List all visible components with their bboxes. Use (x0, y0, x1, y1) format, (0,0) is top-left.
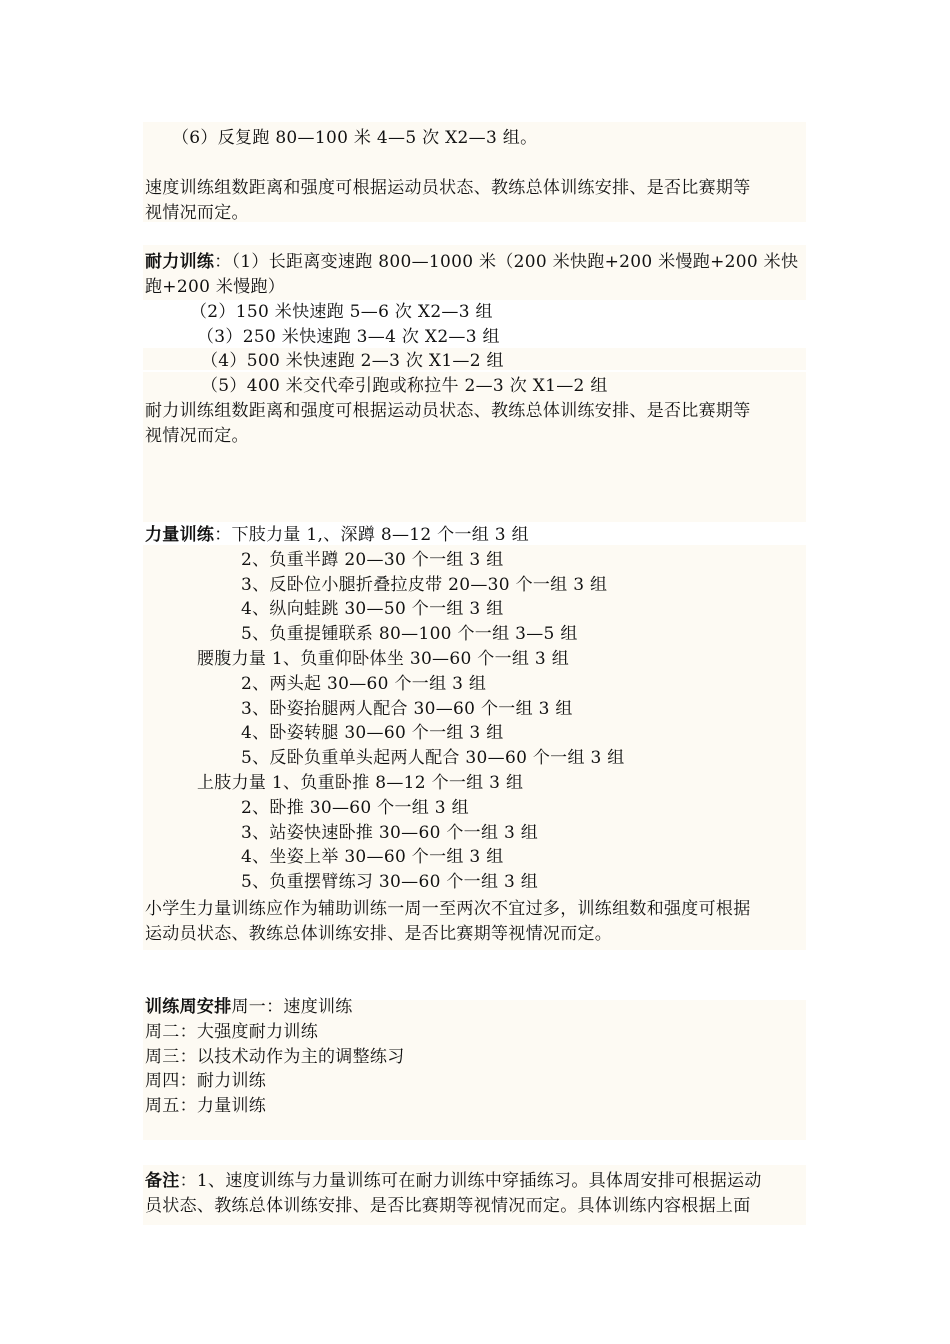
endurance-note-line-2: 视情况而定。 (145, 426, 249, 446)
endurance-item-5: （5）400 米交代牵引跑或称拉牛 2—3 次 X1—2 组 (201, 376, 608, 396)
strength-note-line-2: 运动员状态、教练总体训练安排、是否比赛期等视情况而定。 (145, 924, 613, 944)
weekly-line-1 (145, 995, 353, 1019)
strength-upper-item-2: 2、卧推 30—60 个一组 3 组 (241, 798, 469, 818)
endurance-note-line-1: 耐力训练组数距离和强度可根据运动员状态、教练总体训练安排、是否比赛期等 (145, 401, 751, 421)
weekly-wednesday: 周三：以技术动作为主的调整练习 (145, 1047, 405, 1067)
strength-heading: 力量训练 (145, 525, 215, 545)
strength-upper-item-5: 5、负重摆臂练习 30—60 个一组 3 组 (241, 872, 539, 892)
remark-line-1 (145, 1169, 762, 1193)
weekly-thursday: 周四：耐力训练 (145, 1071, 267, 1091)
remark-text-1: ：1、速度训练与力量训练可在耐力训练中穿插练习。具体周安排可根据运动 (179, 1171, 762, 1191)
strength-lower-item-3: 3、反卧位小腿折叠拉皮带 20—30 个一组 3 组 (241, 575, 608, 595)
strength-line-1 (145, 523, 529, 547)
remark-heading: 备注 (145, 1171, 180, 1191)
speed-note-line-2: 视情况而定。 (145, 203, 249, 223)
endurance-item-4: （4）500 米快速跑 2—3 次 X1—2 组 (201, 351, 504, 371)
endurance-item-3: （3）250 米快速跑 3—4 次 X2—3 组 (197, 327, 500, 347)
speed-item-6: （6）反复跑 80—100 米 4—5 次 X2—3 组。 (172, 128, 538, 148)
strength-lower-item-2: 2、负重半蹲 20—30 个一组 3 组 (241, 550, 504, 570)
strength-waist-item-1: 腰腹力量 1、负重仰卧体坐 30—60 个一组 3 组 (197, 649, 570, 669)
strength-waist-item-4: 4、卧姿转腿 30—60 个一组 3 组 (241, 723, 504, 743)
endurance-item-1-cont: 跑+200 米慢跑） (145, 277, 286, 297)
weekly-heading: 训练周安排 (145, 997, 232, 1017)
strength-upper-item-3: 3、站姿快速卧推 30—60 个一组 3 组 (241, 823, 539, 843)
weekly-friday: 周五：力量训练 (145, 1096, 267, 1116)
strength-waist-item-5: 5、反卧负重单头起两人配合 30—60 个一组 3 组 (241, 748, 625, 768)
remark-line-2: 员状态、教练总体训练安排、是否比赛期等视情况而定。具体训练内容根据上面 (145, 1196, 751, 1216)
endurance-heading: 耐力训练 (145, 252, 215, 272)
strength-note-line-1: 小学生力量训练应作为辅助训练一周一至两次不宜过多，训练组数和强度可根据 (145, 899, 751, 919)
speed-note-line-1: 速度训练组数距离和强度可根据运动员状态、教练总体训练安排、是否比赛期等 (145, 178, 751, 198)
strength-upper-item-1: 上肢力量 1、负重卧推 8—12 个一组 3 组 (197, 773, 524, 793)
weekly-monday: 周一：速度训练 (231, 997, 353, 1017)
endurance-item-1: ：（1）长距离变速跑 800—1000 米（200 米快跑+200 米慢跑+200 米快 (214, 252, 799, 272)
strength-lower-item-4: 4、纵向蛙跳 30—50 个一组 3 组 (241, 599, 504, 619)
endurance-item-2: （2）150 米快速跑 5—6 次 X2—3 组 (190, 302, 493, 322)
strength-waist-item-3: 3、卧姿抬腿两人配合 30—60 个一组 3 组 (241, 699, 573, 719)
strength-lower-item-1: ：下肢力量 1,、深蹲 8—12 个一组 3 组 (214, 525, 529, 545)
weekly-tuesday: 周二：大强度耐力训练 (145, 1022, 318, 1042)
endurance-line-1 (145, 250, 798, 274)
strength-lower-item-5: 5、负重提锺联系 80—100 个一组 3—5 组 (241, 624, 578, 644)
strength-upper-item-4: 4、坐姿上举 30—60 个一组 3 组 (241, 847, 504, 867)
strength-waist-item-2: 2、两头起 30—60 个一组 3 组 (241, 674, 487, 694)
